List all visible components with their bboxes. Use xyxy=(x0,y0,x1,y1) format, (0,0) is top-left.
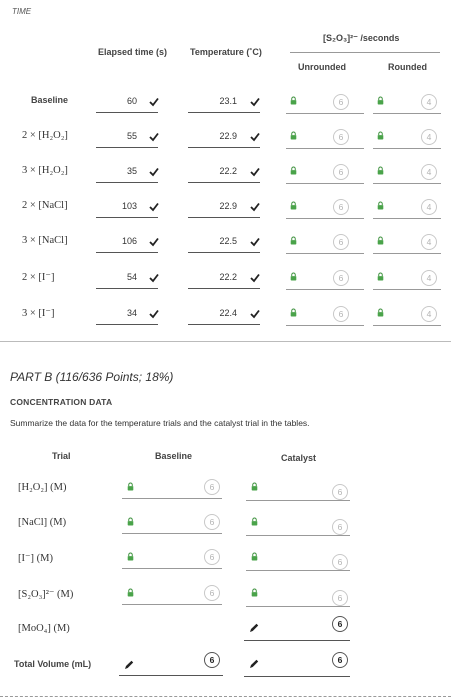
temperature-field[interactable] xyxy=(188,324,260,325)
catalyst-sig-figs[interactable]: 6 xyxy=(332,590,348,606)
baseline-field[interactable] xyxy=(122,604,222,605)
catalyst-field[interactable] xyxy=(246,535,350,536)
rounded-sig-figs[interactable]: 4 xyxy=(421,306,437,322)
baseline-sig-figs[interactable]: 6 xyxy=(204,585,220,601)
rounded-sig-figs[interactable]: 4 xyxy=(421,270,437,286)
row-label: 3 × [H₂O₂] xyxy=(22,165,68,176)
baseline-sig-figs[interactable]: 6 xyxy=(204,652,220,668)
baseline-field[interactable] xyxy=(122,533,222,534)
temperature-field[interactable] xyxy=(188,252,260,253)
rounded-sig-figs[interactable]: 4 xyxy=(421,199,437,215)
lock-icon xyxy=(290,272,297,281)
elapsed-time-value[interactable]: 55 xyxy=(126,131,137,141)
row-label: Total Volume (mL) xyxy=(14,659,92,669)
lock-icon xyxy=(290,308,297,317)
pencil-icon[interactable] xyxy=(249,623,259,633)
catalyst-field[interactable] xyxy=(246,500,350,501)
lock-icon xyxy=(377,96,384,105)
trial-header: Trial xyxy=(52,451,71,461)
elapsed-time-value[interactable]: 35 xyxy=(126,166,137,176)
row-label: [S₂O₃]²⁻ (M) xyxy=(18,589,74,600)
check-icon xyxy=(250,309,260,319)
elapsed-time-value[interactable]: 106 xyxy=(121,236,137,246)
unrounded-field[interactable] xyxy=(286,218,364,219)
temperature-field[interactable] xyxy=(188,182,260,183)
unrounded-sig-figs[interactable]: 6 xyxy=(333,199,349,215)
unrounded-field[interactable] xyxy=(286,253,364,254)
catalyst-header: Catalyst xyxy=(281,453,317,463)
rounded-header: Rounded xyxy=(388,62,427,72)
row-label: [NaCl] (M) xyxy=(18,517,67,528)
instruction-text: Summarize the data for the temperature trials and the catalyst trial in the tables. xyxy=(10,418,310,428)
catalyst-field[interactable] xyxy=(244,640,350,641)
check-icon xyxy=(149,273,159,283)
lock-icon xyxy=(251,552,258,561)
lock-icon xyxy=(377,166,384,175)
elapsed-time-value[interactable]: 34 xyxy=(126,308,137,318)
elapsed-time-value[interactable]: 54 xyxy=(126,272,137,282)
row-label: [I⁻] (M) xyxy=(18,553,53,564)
lock-icon xyxy=(251,517,258,526)
catalyst-field[interactable] xyxy=(244,676,350,677)
check-icon xyxy=(250,97,260,107)
temperature-field[interactable] xyxy=(188,147,260,148)
elapsed-time-value[interactable]: 60 xyxy=(126,96,137,106)
elapsed-time-header: Elapsed time (s) xyxy=(98,47,168,57)
temperature-field[interactable] xyxy=(188,217,260,218)
check-icon xyxy=(250,202,260,212)
check-icon xyxy=(149,309,159,319)
check-icon xyxy=(250,273,260,283)
unrounded-sig-figs[interactable]: 6 xyxy=(333,234,349,250)
temperature-field[interactable] xyxy=(188,288,260,289)
check-icon xyxy=(149,202,159,212)
rounded-field[interactable] xyxy=(373,148,441,149)
temperature-header: Temperature (˚C) xyxy=(190,47,262,57)
rounded-field[interactable] xyxy=(373,183,441,184)
rounded-sig-figs[interactable]: 4 xyxy=(421,129,437,145)
row-label: 2 × [H₂O₂] xyxy=(22,130,68,141)
rounded-sig-figs[interactable]: 4 xyxy=(421,94,437,110)
unrounded-sig-figs[interactable]: 6 xyxy=(333,129,349,145)
lock-icon xyxy=(290,96,297,105)
row-label: Baseline xyxy=(31,95,69,105)
row-label: 3 × [NaCl] xyxy=(22,235,68,246)
check-icon xyxy=(149,237,159,247)
pencil-icon[interactable] xyxy=(249,659,259,669)
concentration-data-subtitle: CONCENTRATION DATA xyxy=(10,397,113,407)
lock-icon xyxy=(377,308,384,317)
rounded-field[interactable] xyxy=(373,113,441,114)
lock-icon xyxy=(377,272,384,281)
catalyst-field[interactable] xyxy=(246,606,350,607)
rounded-field[interactable] xyxy=(373,325,441,326)
lock-icon xyxy=(377,236,384,245)
check-icon xyxy=(149,132,159,142)
elapsed-time-value[interactable]: 103 xyxy=(121,201,137,211)
unrounded-field[interactable] xyxy=(286,148,364,149)
lock-icon xyxy=(127,588,134,597)
unrounded-sig-figs[interactable]: 6 xyxy=(333,164,349,180)
unrounded-field[interactable] xyxy=(286,289,364,290)
lock-icon xyxy=(290,131,297,140)
unrounded-sig-figs[interactable]: 6 xyxy=(333,306,349,322)
row-label: 2 × [I⁻] xyxy=(22,272,55,283)
unrounded-sig-figs[interactable]: 6 xyxy=(333,94,349,110)
unrounded-field[interactable] xyxy=(286,113,364,114)
lock-icon xyxy=(127,517,134,526)
catalyst-field[interactable] xyxy=(246,570,350,571)
rounded-field[interactable] xyxy=(373,218,441,219)
check-icon xyxy=(250,237,260,247)
baseline-sig-figs[interactable]: 6 xyxy=(204,514,220,530)
baseline-sig-figs[interactable]: 6 xyxy=(204,479,220,495)
temperature-field[interactable] xyxy=(188,112,260,113)
elapsed-time-field[interactable] xyxy=(96,182,158,183)
catalyst-sig-figs[interactable]: 6 xyxy=(332,484,348,500)
baseline-field[interactable] xyxy=(119,675,223,676)
lock-icon xyxy=(251,588,258,597)
part-b-title: PART B (116/636 Points; 18%) xyxy=(10,370,174,384)
lock-icon xyxy=(127,552,134,561)
row-label: [MoO₄] (M) xyxy=(18,623,70,634)
row-label: 3 × [I⁻] xyxy=(22,308,55,319)
temperature-value[interactable]: 22.4 xyxy=(219,308,237,318)
temperature-value[interactable]: 22.5 xyxy=(219,236,237,246)
section-divider xyxy=(0,341,451,342)
header-divider xyxy=(290,52,440,53)
baseline-field[interactable] xyxy=(122,568,222,569)
elapsed-time-field[interactable] xyxy=(96,252,158,253)
lock-icon xyxy=(290,201,297,210)
baseline-sig-figs[interactable]: 6 xyxy=(204,549,220,565)
check-icon xyxy=(250,167,260,177)
unrounded-field[interactable] xyxy=(286,325,364,326)
catalyst-sig-figs[interactable]: 6 xyxy=(332,616,348,632)
rounded-field[interactable] xyxy=(373,289,441,290)
baseline-field[interactable] xyxy=(122,498,222,499)
elapsed-time-field[interactable] xyxy=(96,147,158,148)
bottom-dashed-border xyxy=(0,696,451,697)
check-icon xyxy=(149,167,159,177)
unrounded-header: Unrounded xyxy=(298,62,346,72)
rounded-sig-figs[interactable]: 4 xyxy=(421,234,437,250)
elapsed-time-field[interactable] xyxy=(96,324,158,325)
pencil-icon[interactable] xyxy=(124,660,134,670)
time-label: TIME xyxy=(12,7,32,16)
elapsed-time-field[interactable] xyxy=(96,288,158,289)
lock-icon xyxy=(127,482,134,491)
lock-icon xyxy=(377,201,384,210)
temperature-value[interactable]: 22.9 xyxy=(219,131,237,141)
temperature-value[interactable]: 22.2 xyxy=(219,272,237,282)
s2o3-seconds-header: [S₂O₃]²⁻ /seconds xyxy=(323,33,400,43)
lock-icon xyxy=(251,482,258,491)
row-label: [H₂O₂] (M) xyxy=(18,482,67,493)
row-label: 2 × [NaCl] xyxy=(22,200,68,211)
temperature-value[interactable]: 22.9 xyxy=(219,201,237,211)
elapsed-time-field[interactable] xyxy=(96,217,158,218)
rounded-field[interactable] xyxy=(373,253,441,254)
temperature-value[interactable]: 22.2 xyxy=(219,166,237,176)
elapsed-time-field[interactable] xyxy=(96,112,158,113)
check-icon xyxy=(149,97,159,107)
lock-icon xyxy=(377,131,384,140)
catalyst-sig-figs[interactable]: 6 xyxy=(332,652,348,668)
check-icon xyxy=(250,132,260,142)
unrounded-sig-figs[interactable]: 6 xyxy=(333,270,349,286)
temperature-value[interactable]: 23.1 xyxy=(219,96,237,106)
catalyst-sig-figs[interactable]: 6 xyxy=(332,554,348,570)
unrounded-field[interactable] xyxy=(286,183,364,184)
rounded-sig-figs[interactable]: 4 xyxy=(421,164,437,180)
lock-icon xyxy=(290,166,297,175)
baseline-header: Baseline xyxy=(155,451,193,461)
catalyst-sig-figs[interactable]: 6 xyxy=(332,519,348,535)
lock-icon xyxy=(290,236,297,245)
